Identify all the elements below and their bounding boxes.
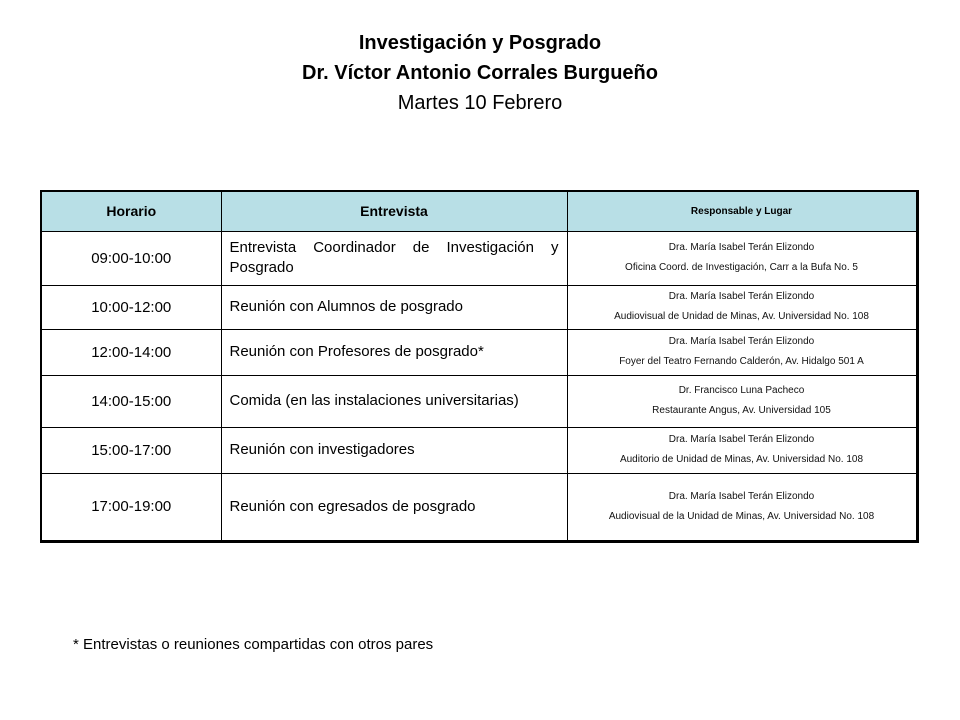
time-cell: 10:00-12:00 bbox=[41, 285, 221, 329]
responsible-cell bbox=[567, 329, 917, 375]
responsible-name: Dra. María Isabel Terán Elizondo bbox=[668, 434, 815, 445]
meeting-place: Audiovisual de la Unidad de Minas, Av. Universidad No. 108 bbox=[608, 510, 875, 522]
table-row bbox=[41, 427, 917, 473]
responsible-name: Dra. María Isabel Terán Elizondo bbox=[668, 291, 815, 302]
column-header-responsible: Responsable y Lugar bbox=[567, 191, 917, 231]
time-cell: 17:00-19:00 bbox=[41, 473, 221, 541]
meeting-place: Foyer del Teatro Fernando Calderón, Av. Hidalgo 501 A bbox=[619, 356, 864, 367]
activity-cell: Entrevista Coordinador de Investigación y Posgrado bbox=[221, 231, 567, 285]
time-cell: 15:00-17:00 bbox=[41, 427, 221, 473]
responsible-cell bbox=[567, 427, 917, 473]
table-header-row bbox=[41, 191, 917, 231]
time-cell: 09:00-10:00 bbox=[41, 231, 221, 285]
time-cell: 14:00-15:00 bbox=[41, 375, 221, 427]
column-header-time: Horario bbox=[41, 191, 221, 231]
title-block bbox=[0, 28, 960, 118]
person-name: Dr. Víctor Antonio Corrales Burgueño bbox=[302, 62, 658, 84]
schedule-table bbox=[40, 190, 919, 543]
schedule-date: Martes 10 Febrero bbox=[397, 92, 563, 114]
column-header-meeting: Entrevista bbox=[221, 191, 567, 231]
responsible-cell bbox=[567, 473, 917, 541]
activity-cell: Comida (en las instalaciones universitarias) bbox=[221, 375, 567, 427]
footnote: * Entrevistas o reuniones compartidas con otros pares bbox=[73, 636, 434, 653]
time-cell: 12:00-14:00 bbox=[41, 329, 221, 375]
responsible-cell bbox=[567, 285, 917, 329]
table-row bbox=[41, 329, 917, 375]
meeting-place: Audiovisual de Unidad de Minas, Av. Universidad No. 108 bbox=[614, 311, 869, 322]
table-row bbox=[41, 473, 917, 541]
institution-title: Investigación y Posgrado bbox=[358, 32, 602, 54]
meeting-place: Auditorio de Unidad de Minas, Av. Universidad No. 108 bbox=[619, 454, 864, 465]
table-row bbox=[41, 231, 917, 285]
meeting-place: Restaurante Angus, Av. Universidad 105 bbox=[652, 405, 831, 416]
activity-cell: Reunión con egresados de posgrado bbox=[221, 473, 567, 541]
meeting-place: Oficina Coord. de Investigación, Carr a la Bufa No. 5 bbox=[625, 262, 858, 273]
activity-cell: Reunión con Profesores de posgrado* bbox=[221, 329, 567, 375]
responsible-cell bbox=[567, 231, 917, 285]
responsible-cell bbox=[567, 375, 917, 427]
responsible-name: Dra. María Isabel Terán Elizondo bbox=[668, 490, 815, 502]
table-row bbox=[41, 285, 917, 329]
activity-cell: Reunión con Alumnos de posgrado bbox=[221, 285, 567, 329]
responsible-name: Dra. María Isabel Terán Elizondo bbox=[668, 336, 815, 347]
activity-cell: Reunión con investigadores bbox=[221, 427, 567, 473]
responsible-name: Dra. María Isabel Terán Elizondo bbox=[668, 242, 815, 253]
table-row bbox=[41, 375, 917, 427]
responsible-name: Dr. Francisco Luna Pacheco bbox=[678, 385, 805, 396]
